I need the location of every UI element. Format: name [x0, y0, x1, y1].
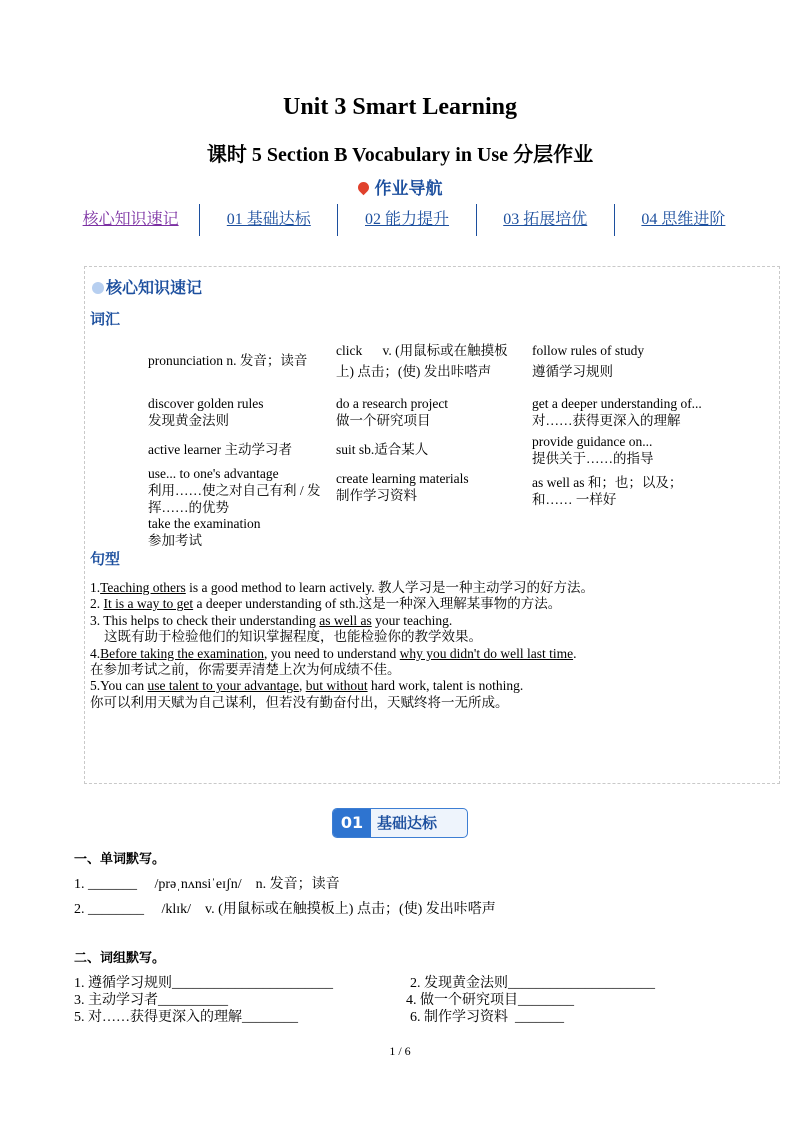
nav-link-core[interactable]: 核心知识速记	[82, 211, 179, 228]
vocab-item	[532, 395, 732, 429]
section-label: 基础达标	[377, 814, 438, 832]
vocab-en: provide guidance on...	[532, 434, 653, 449]
page-number: 1 / 6	[389, 1044, 411, 1058]
vocab-item	[148, 395, 328, 429]
location-pin-icon	[355, 180, 371, 196]
nav-link-01[interactable]: 01 基础达标	[226, 211, 311, 228]
vocab-en: pronunciation n. 发音；读音	[148, 353, 308, 368]
core-knowledge-title: 核心知识速记	[106, 278, 203, 297]
vocab-en: get a deeper understanding of...	[532, 396, 702, 411]
sentence-list	[90, 580, 770, 711]
vocab-en: create learning materials	[336, 471, 469, 486]
vocab-cn: 提供关于……的指导	[532, 451, 654, 466]
vocab-en: follow rules of study	[532, 343, 645, 358]
vocab-en: suit sb.适合某人	[336, 442, 429, 457]
phrase-dictation-item: 1. 遵循学习规则_______________________	[74, 976, 333, 991]
question-1-heading: 一、单词默写。	[74, 852, 166, 867]
question-2-heading: 二、词组默写。	[74, 951, 166, 966]
vocab-item	[336, 470, 522, 504]
vocab-item	[336, 395, 522, 429]
nav-link-02[interactable]: 02 能力提升	[365, 211, 450, 228]
vocab-cn: 发现黄金法则	[148, 413, 229, 428]
phrase-dictation-item: 5. 对……获得更深入的理解________	[74, 1010, 298, 1025]
vocab-en: click v. (用鼠标或在触摸板	[336, 343, 508, 358]
sentence-3: 3. This helps to check their understanding as well as your teaching.	[90, 612, 453, 628]
core-knowledge-heading	[92, 275, 202, 298]
vocab-cn: 制作学习资料	[336, 488, 417, 503]
vocab-cn: 和…… 一样好	[532, 492, 617, 507]
section-number: 01	[333, 809, 371, 837]
vocab-en: active learner 主动学习者	[148, 442, 292, 457]
vocab-item	[148, 515, 328, 549]
vocab-cn: 利用……使之对自己有利 / 发挥……的优势	[148, 483, 321, 515]
homework-nav	[62, 204, 752, 236]
phrase-dictation-item: 6. 制作学习资料 _______	[410, 1010, 564, 1025]
sentence-1: 1.Teaching others is a good method to learn actively. 教人学习是一种主动学习的好方法。	[90, 580, 594, 595]
phrase-dictation-item: 2. 发现黄金法则_____________________	[410, 976, 655, 991]
word-dictation-item: 2. ________ /klɪk/ v. (用鼠标或在触摸板上) 点击；(使) 发出咔嗒声	[74, 902, 496, 917]
page-title: Unit 3 Smart Learning	[283, 94, 517, 120]
page-subtitle: 课时 5 Section B Vocabulary in Use 分层作业	[206, 144, 594, 166]
vocab-cn: 遵循学习规则	[532, 364, 613, 379]
vocab-en: as well as 和；也；以及；	[532, 475, 683, 490]
vocab-en: take the examination	[148, 516, 261, 531]
vocab-cn: 参加考试	[148, 533, 202, 548]
vocab-item	[148, 352, 328, 369]
vocab-en: do a research project	[336, 396, 449, 411]
vocab-item	[532, 433, 732, 467]
vocab-item	[336, 340, 522, 382]
vocab-cn: 做一个研究项目	[336, 413, 431, 428]
sentence-heading: 句型	[90, 550, 121, 568]
nav-link-04[interactable]: 04 思维进阶	[641, 211, 726, 228]
section-01-badge	[332, 808, 468, 838]
nav-link-03[interactable]: 03 拓展培优	[503, 211, 588, 228]
vocab-en: use... to one's advantage	[148, 466, 279, 481]
phrase-dictation-item: 3. 主动学习者__________	[74, 993, 228, 1008]
vocab-item	[148, 441, 328, 458]
vocab-item	[148, 465, 328, 516]
sentence-4-translation: 在参加考试之前，你需要弄清楚上次为何成绩不佳。	[90, 662, 401, 678]
badge-dot-icon	[92, 282, 104, 294]
vocab-en: discover golden rules	[148, 396, 264, 411]
vocab-cn: 对……获得更深入的理解	[532, 413, 681, 428]
nav-heading	[0, 174, 800, 199]
vocab-item	[336, 441, 522, 458]
vocab-item	[532, 474, 722, 508]
sentence-5: 5.You can use talent to your advantage, but without hard work, talent is nothing.	[90, 678, 524, 694]
sentence-3-translation: 这既有助于检验他们的知识掌握程度，也能检验你的教学效果。	[104, 629, 482, 645]
vocab-cn: 上) 点击；(使) 发出咔嗒声	[336, 364, 492, 379]
sentence-5-translation: 你可以利用天赋为自己谋利，但若没有勤奋付出，天赋终将一无所成。	[90, 694, 509, 710]
nav-heading-label: 作业导航	[374, 179, 443, 199]
vocab-item	[532, 340, 722, 382]
vocab-heading: 词汇	[90, 310, 121, 328]
word-dictation-item: 1. _______ /prəˌnʌnsiˈeɪʃn/ n. 发音；读音	[74, 877, 340, 892]
sentence-2: 2. It is a way to get a deeper understanding of sth.这是一种深入理解某事物的方法。	[90, 596, 562, 612]
sentence-4: 4.Before taking the examination, you need to understand why you didn't do well last time.	[90, 645, 577, 661]
phrase-dictation-item: 4. 做一个研究项目________	[406, 993, 574, 1008]
